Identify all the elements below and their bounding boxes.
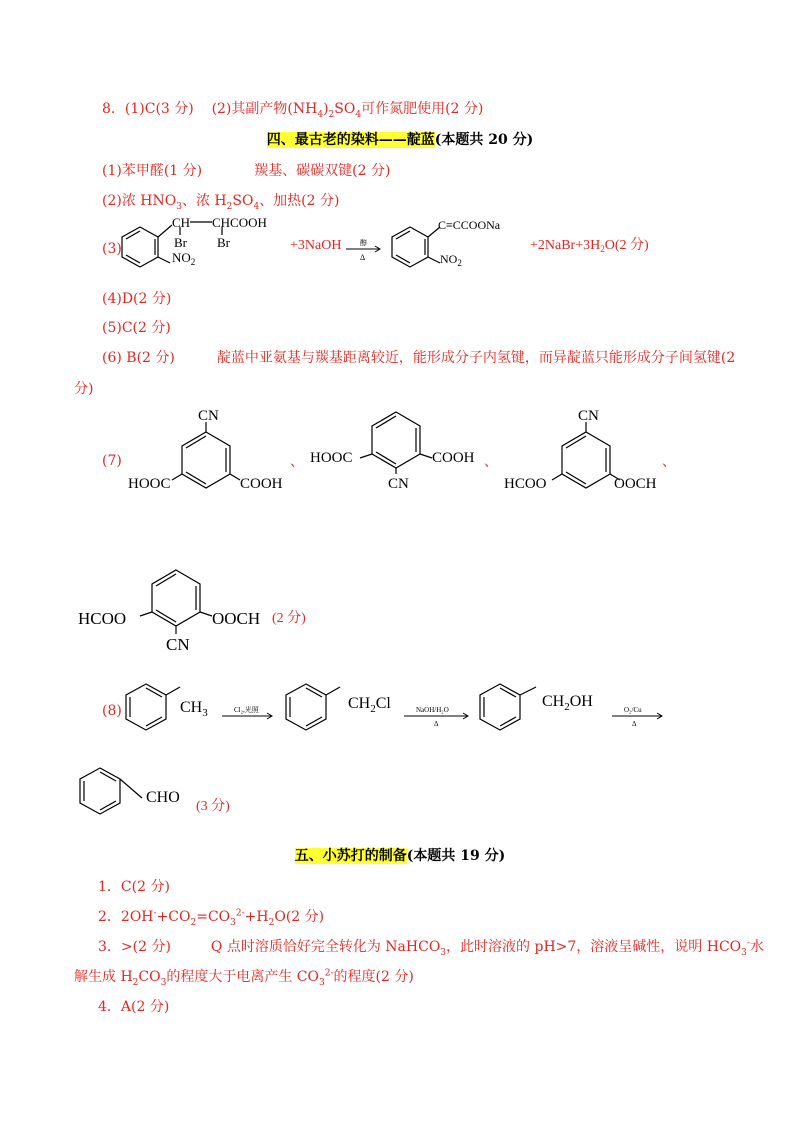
product-no2: $NO_2$ [440, 252, 462, 268]
isomer-sep-3: 、 [662, 455, 676, 470]
benzyl-chloride-ring [286, 684, 340, 730]
a8-score: (3 分) [196, 799, 230, 814]
isomer-2-left: HOOC [310, 450, 353, 466]
isomer-sep-2: 、 [484, 455, 498, 470]
isomer-4-right: OOCH [212, 609, 261, 628]
arrow2-cond-bot: Δ [434, 720, 439, 728]
sm-br1: Br [174, 235, 187, 250]
isomer-3-right: OOCH [614, 476, 657, 492]
arrow3-cond-top: 醇 [360, 239, 367, 247]
arrow3-cond-top: O₂/Cu [624, 706, 642, 714]
s4-answer-3-label: (3) [102, 241, 122, 257]
s4-answer-7-label: (7) [102, 453, 122, 469]
arrow3-cond-bot: Δ [360, 253, 366, 262]
benzyl-ch2cl: $CH_2Cl$ [348, 695, 391, 715]
toluene-ring [126, 684, 180, 730]
s4-answer-4: (4)D(2 分) [102, 291, 172, 307]
isomer-2-right: COOH [432, 450, 475, 466]
q8-answer: 8．(1)C(3 分) (2)其副产物$(NH_4)_2SO_4$可作氮肥使用(2 分) [102, 101, 484, 120]
sm-chcooh: CHCOOH [212, 215, 267, 230]
reaction-3-diagram [0, 205, 800, 285]
section4-title: 四、最古老的染料——靛蓝(本题共 20 分) [266, 132, 534, 148]
toluene-ch3: $CH_3$ [180, 699, 208, 719]
isomer-1-ring [172, 422, 240, 488]
isomer-4-ring [140, 570, 212, 634]
isomer-3-ring [552, 422, 620, 488]
isomers-diagram [0, 400, 800, 680]
s4-answer-2: (2)浓 $HNO_3$、浓 $H_2SO_4$、加热(2 分) [102, 193, 340, 212]
isomer-2-cn: CN [388, 476, 409, 492]
isomer-1-left: HOOC [128, 476, 171, 492]
s5-answer-4: 4．A(2 分) [98, 999, 170, 1015]
arrow3-cond-bot: Δ [632, 720, 637, 728]
benzene-ring-product [392, 227, 440, 267]
s5-answer-3a: 3．>(2 分) Q 点时溶质恰好完全转化为 NaHCO$_3$，此时溶液的 pH>7，溶液呈碱性，说明 $HCO_3^-$水 [98, 938, 764, 958]
isomer-4-score: (2 分) [272, 611, 306, 626]
arrow1-cond: Cl₂,光照 [234, 706, 259, 714]
isomer-1-cn: CN [198, 408, 219, 424]
s5-answer-3b: 解生成 $H_2CO_3$的程度大于电离产生 $CO_3^{2-}$的程度(2 分) [74, 968, 414, 988]
isomer-3-cn: CN [578, 408, 599, 424]
sm-no2: $NO_2$ [172, 250, 196, 267]
benzyl-ch2oh: $CH_2OH$ [542, 693, 593, 713]
s4-answer-5: (5)C(2 分) [102, 320, 171, 336]
isomer-1-right: COOH [240, 476, 283, 492]
benzyl-alcohol-ring [480, 684, 536, 730]
s5-answer-2: 2．$2OH^-+CO_2=CO_3^{2-}+H_2O(2$ 分) [98, 908, 325, 928]
arrow2-cond-top: NaOH/H₂O [416, 706, 449, 714]
s5-answer-1: 1．C(2 分) [98, 879, 170, 895]
sm-br2: Br [217, 235, 230, 250]
s4-answer-1: (1)苯甲醛(1 分) 羰基、碳碳双键(2 分) [102, 163, 391, 179]
sm-ch: CH [172, 215, 191, 230]
isomer-3-left: HCOO [504, 476, 547, 492]
benzaldehyde-ring [80, 768, 142, 814]
section5-title: 五、小苏打的制备(本题共 19 分) [294, 848, 506, 864]
reagent-naoh: +3NaOH [290, 238, 342, 253]
s4-answer-6b: 分) [74, 381, 94, 397]
s4-answer-6a: (6) B(2 分) 靛蓝中亚氨基与羰基距离较近，能形成分子内氢键，而异靛蓝只能形成分子间氢键(2 [102, 350, 736, 366]
benzaldehyde-cho: CHO [146, 789, 180, 806]
isomer-2-ring [360, 412, 432, 474]
isomer-4-cn: CN [166, 635, 190, 654]
isomer-4-left: HCOO [78, 609, 127, 628]
synthesis-diagram [0, 670, 800, 820]
isomer-sep-1: 、 [290, 455, 304, 470]
product-chain: C≡CCOONa [438, 218, 501, 232]
s4-answer-8-label: (8) [102, 703, 122, 719]
product-side: $+2NaBr+3H_2O(2$ 分) [530, 238, 649, 254]
